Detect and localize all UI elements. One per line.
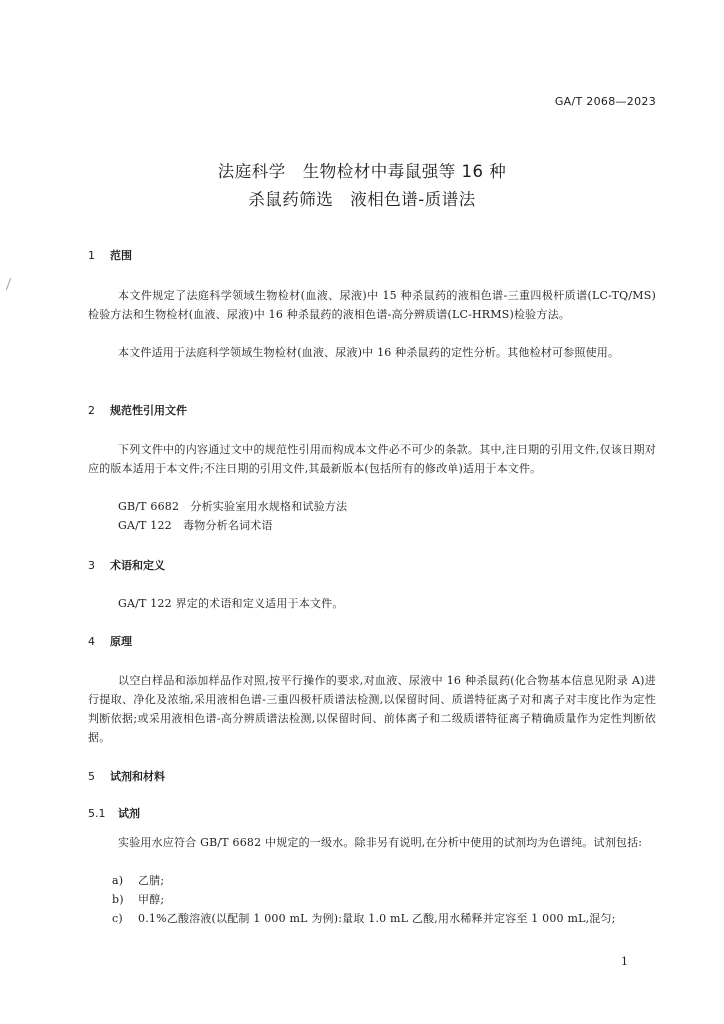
item-text: 甲醇; [138,893,165,906]
section-5-1-heading [88,805,140,821]
reference-gbt6682: GB/T 6682 分析实验室用水规格和试验方法 [118,500,348,513]
item-text: 0.1%乙酸溶液(以配制 1 000 mL 为例):量取 1.0 mL 乙酸,用水稀释并定容至 1 000 mL,混匀; [138,912,616,925]
section-3-heading [88,557,165,573]
item-text: 乙腈; [138,874,165,887]
reagent-item-b [112,890,656,909]
page-number: 1 [621,955,628,968]
reference-gat122: GA/T 122 毒物分析名词术语 [118,519,273,532]
section-title: 原理 [110,635,132,648]
section-number: 5 [88,770,95,783]
section-number: 4 [88,635,95,648]
document-title-line2: 杀鼠药筛选 液相色谱-质谱法 [248,190,476,209]
section-1-heading [88,247,132,263]
section-1-paragraph-2: 本文件适用于法庭科学领域生物检材(血液、尿液)中 16 种杀鼠药的定性分析。其他检材可参照使用。 [118,346,620,359]
item-label: a) [112,874,124,887]
scan-mark [6,278,15,290]
item-label: c) [112,912,123,925]
document-title-line1: 法庭科学 生物检材中毒鼠强等 16 种 [217,162,507,181]
section-number: 2 [88,404,95,417]
section-title: 规范性引用文件 [110,404,187,417]
section-5-heading [88,768,165,784]
section-number: 5.1 [88,807,106,820]
section-title: 术语和定义 [110,559,165,572]
standard-code: GA/T 2068—2023 [554,95,656,108]
section-1-paragraph-1: 本文件规定了法庭科学领域生物检材(血液、尿液)中 15 种杀鼠药的液相色谱-三重四极杆质谱(LC-TQ/MS)检验方法和生物检材(血液、尿液)中 16 种杀鼠药的液相色谱-高分辨质谱(LC-HRMS)检验方法。 [88,289,656,321]
section-4-heading [88,633,132,649]
section-2-heading [88,402,187,418]
section-3-paragraph-1: GA/T 122 界定的术语和定义适用于本文件。 [118,597,344,610]
section-2-paragraph-1: 下列文件中的内容通过文中的规范性引用而构成本文件必不可少的条款。其中,注日期的引用文件,仅该日期对应的版本适用于本文件;不注日期的引用文件,其最新版本(包括所有的修改单)适用于本文件。 [88,443,656,475]
section-title: 范围 [110,249,132,262]
item-label: b) [112,893,124,906]
reagent-item-a [112,871,656,890]
section-title: 试剂 [118,807,140,820]
section-5-1-paragraph-1: 实验用水应符合 GB/T 6682 中规定的一级水。除非另有说明,在分析中使用的试剂均为色谱纯。试剂包括: [118,836,643,849]
section-4-paragraph-1: 以空白样品和添加样品作对照,按平行操作的要求,对血液、尿液中 16 种杀鼠药(化合物基本信息见附录 A)进行提取、净化及浓缩,采用液相色谱-三重四极杆质谱法检测,以保留时间、质谱特征离子对和离子对丰度比作为定性判断依据;或采用液相色谱-高分辨质谱法检测,以保留时间、前体离子和二级质谱特征离子精确质量作为定性判断依据。 [88,674,656,744]
reagent-item-c [112,909,656,928]
section-title: 试剂和材料 [110,770,165,783]
section-number: 3 [88,559,95,572]
section-number: 1 [88,249,95,262]
